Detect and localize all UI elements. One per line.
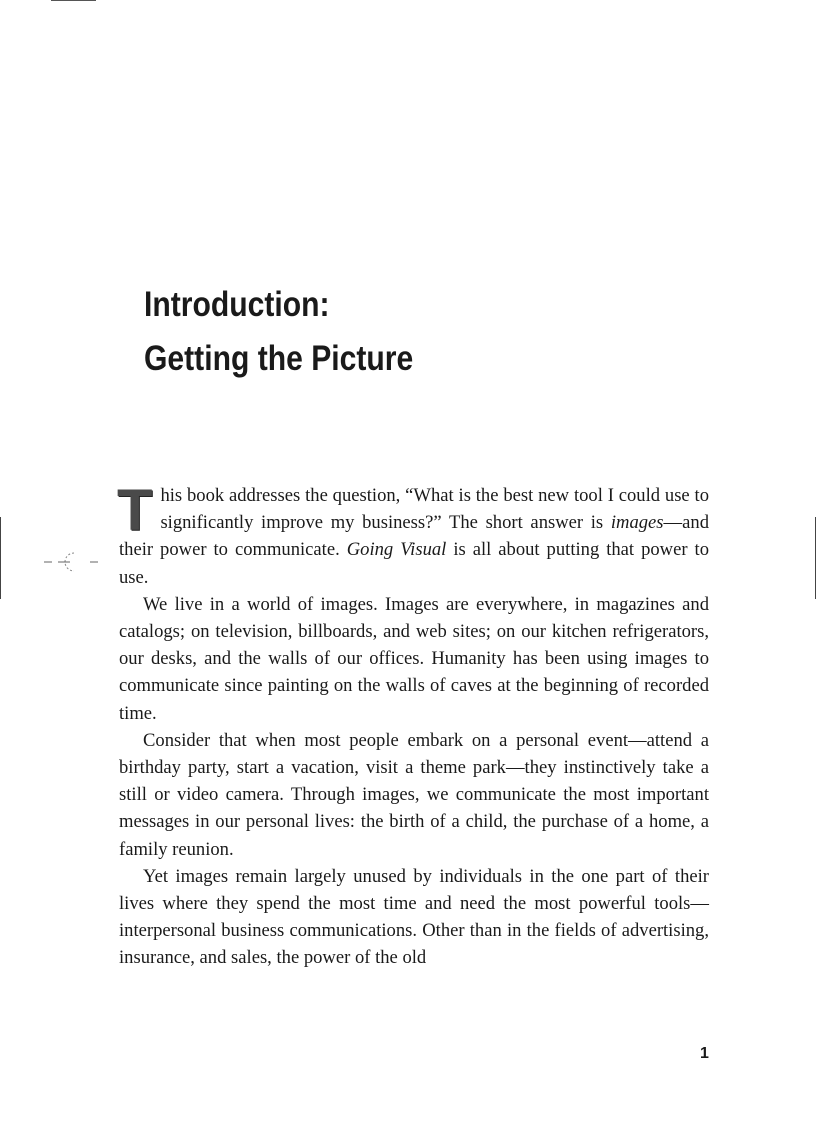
registration-mark-icon: [44, 548, 100, 576]
paragraph-1-emphasis-book-title: Going Visual: [346, 539, 447, 561]
paragraph-4: Yet images remain largely unused by individuals in the one part of their lives where they spend the most time and need the most powerful tools—interpersonal business communications. Other than in the fields of advertising, insurance, and sales, the power of the old: [119, 865, 709, 969]
page-number: 1: [700, 1045, 709, 1062]
drop-cap: T: [117, 478, 153, 543]
paragraph-3: Consider that when most people embark on a personal event—attend a birthday party, start a vacation, visit a theme park—they instinctively take a still or video camera. Through images, we communicate the most important messages in our personal lives: the birth of a child, the purchase of a home, a family reunion.: [119, 729, 709, 860]
body-text: [117, 478, 709, 972]
paragraph-2: We live in a world of images. Images are everywhere, in magazines and catalogs; on television, billboards, and web sites; on our kitchen refrigerators, our desks, and the walls of our offices. Humanity has been using images to communicate since painting on the walls of caves at the beginning of recorded time.: [119, 593, 709, 724]
paragraph-1: [117, 478, 709, 591]
chapter-title-line-1: Introduction:: [144, 285, 330, 324]
paragraph-1-emphasis-images: images: [610, 512, 664, 534]
crop-mark-top: [51, 0, 96, 1]
paragraph-1-text-c: is all about putting that power to use.: [119, 539, 709, 588]
crop-mark-left: [0, 517, 1, 599]
paragraph-1-text-b: —and their power to communicate.: [119, 512, 709, 561]
chapter-title-line-2: Getting the Picture: [144, 339, 414, 378]
paragraph-1-text-a: his book addresses the question, “What is the best new tool I could use to significantly improve my business?” The short answer is: [160, 485, 709, 534]
chapter-title: [144, 278, 505, 386]
